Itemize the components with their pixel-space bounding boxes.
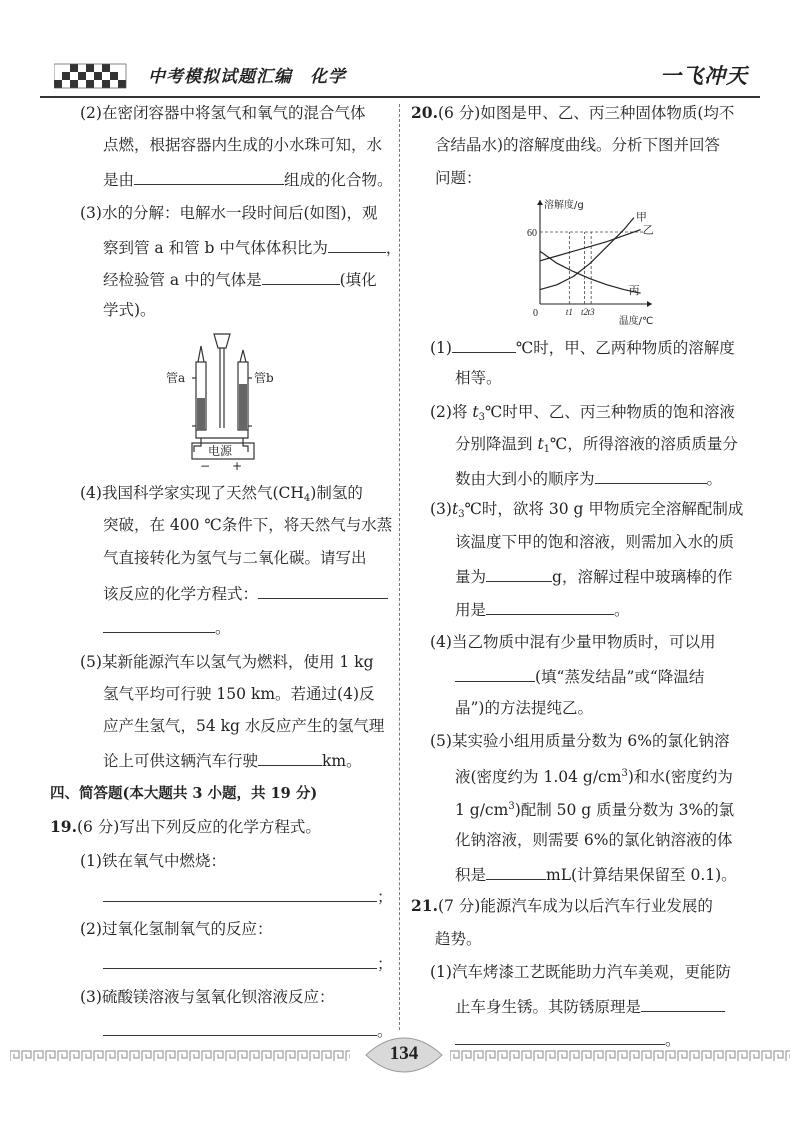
origin-label: 0 <box>533 308 538 319</box>
q20-1-line2: 相等。 <box>455 369 502 387</box>
q20-5-line2 <box>455 762 733 789</box>
subscript: 1 <box>543 444 551 455</box>
answer-blank[interactable] <box>328 234 386 253</box>
solubility-chart <box>516 196 656 326</box>
q21-line2: 趋势。 <box>435 930 482 948</box>
q20-3-line1 <box>430 497 743 527</box>
text: ； <box>377 888 393 906</box>
series-label: 乙 <box>642 223 654 237</box>
series-line-2 <box>540 230 641 261</box>
text: 论上可供这辆汽车行驶 <box>103 752 259 770</box>
text: 察到管 a 和管 b 中气体体积比为 <box>103 239 328 257</box>
q21-1-line1: (1)汽车烤漆工艺既能助力汽车美观，更能防 <box>430 963 731 981</box>
fret-border-right-icon <box>450 1049 790 1063</box>
section-heading: 四、简答题(本大题共 3 小题，共 19 分) <box>50 785 318 802</box>
series-line-1 <box>540 218 634 290</box>
x-tick-label: t3 <box>587 307 595 317</box>
q19-stem <box>50 815 321 839</box>
text: 。 <box>614 601 630 619</box>
q18-5-line1: (5)某新能源汽车以氢气为燃料，使用 1 kg <box>80 653 374 671</box>
q18-3-line2 <box>103 234 401 260</box>
q18-3-line3 <box>103 266 377 292</box>
subscript: 4 <box>303 493 311 504</box>
answer-blank[interactable] <box>103 950 377 969</box>
text: (7 分)能源汽车成为以后汽车行业发展的 <box>437 897 713 915</box>
text: 止车身生锈。其防锈原理是 <box>455 998 642 1016</box>
t-symbol: t <box>472 403 479 421</box>
q18-4-line3: 气直接转化为氢气与二氧化碳。请写出 <box>103 549 367 567</box>
text: )配制 50 g 质量分数为 3%的氯 <box>514 801 735 819</box>
answer-blank[interactable] <box>103 883 377 902</box>
t-symbol: t <box>537 435 544 453</box>
book-title: 中考模拟试题汇编 化学 <box>148 67 346 87</box>
superscript: 3 <box>621 768 628 779</box>
text: (1) <box>430 339 452 357</box>
answer-blank[interactable] <box>103 614 215 633</box>
x-axis-label: 温度/℃ <box>618 316 654 326</box>
series-label: 甲 <box>635 210 647 224</box>
answer-blank[interactable] <box>455 663 535 682</box>
answer-blank[interactable] <box>641 993 725 1012</box>
text: )和水(密度约为 <box>627 768 733 786</box>
q19-2-answer-line <box>103 950 393 976</box>
text: 液(密度约为 1.04 g/cm <box>455 768 622 786</box>
tube-b-label: 管b <box>254 371 274 385</box>
x-axis-arrow <box>647 301 652 307</box>
x-tick-label: t2 <box>580 307 588 317</box>
text: ℃，所得溶液的溶质质量分 <box>550 435 738 453</box>
q20-5-line3 <box>455 795 734 822</box>
text: (填“蒸发结晶”或“降温结 <box>535 668 705 686</box>
positive-terminal-label: + <box>232 459 243 473</box>
text: 积是 <box>455 866 487 884</box>
text: ； <box>377 955 393 973</box>
q18-4-line5 <box>103 614 231 640</box>
text: 数由大到小的顺序为 <box>455 470 595 488</box>
page-number: 134 <box>389 1043 419 1064</box>
series-label: 丙 <box>628 284 640 298</box>
q18-2-line1: (2)在密闭容器中将氢气和氧气的混合气体 <box>80 104 366 122</box>
q20-5-line5 <box>455 861 737 887</box>
header-rule <box>40 96 760 98</box>
text: (填化 <box>339 271 377 289</box>
text: (2)将 <box>430 403 473 421</box>
text: (3) <box>430 500 452 518</box>
answer-blank[interactable] <box>452 334 516 353</box>
question-number: 21. <box>411 896 438 915</box>
q18-4-line4 <box>103 580 388 606</box>
answer-blank[interactable] <box>258 580 388 599</box>
text: 。 <box>215 619 231 637</box>
text: 分别降温到 <box>455 435 538 453</box>
q18-5-line3: 应产生氢气，54 kg 水反应产生的氢气理 <box>103 717 385 735</box>
text: 。 <box>706 470 723 488</box>
y-tick-label: 60 <box>527 228 537 239</box>
text: 组成的化合物。 <box>284 171 393 189</box>
q18-4-line2: 突破，在 400 ℃条件下，将天然气与水蒸 <box>103 516 393 534</box>
q18-3-line4: 学式)。 <box>103 301 156 319</box>
q20-3-line4 <box>455 596 630 622</box>
text: mL(计算结果保留至 0.1)。 <box>546 866 737 884</box>
text: 是由 <box>103 171 135 189</box>
fret-border-left-icon <box>10 1049 350 1063</box>
answer-blank[interactable] <box>486 563 552 582</box>
text: 用是 <box>455 601 487 619</box>
answer-blank[interactable] <box>134 166 284 185</box>
q19-3-prompt: (3)硫酸镁溶液与氢氧化钡溶液反应： <box>80 988 335 1006</box>
q20-2-line2 <box>455 432 738 462</box>
text: (4)我国科学家实现了天然气(CH <box>80 484 304 502</box>
power-source-label: 电源 <box>208 444 233 458</box>
answer-blank[interactable] <box>595 465 707 484</box>
q19-2-prompt: (2)过氧化氢制氧气的反应： <box>80 920 273 938</box>
text: )制氢的 <box>310 484 363 502</box>
page-header <box>40 54 760 98</box>
checker-logo-icon <box>54 60 132 90</box>
q20-line1 <box>411 101 734 125</box>
subscript: 3 <box>458 509 465 520</box>
y-axis-arrow <box>537 200 543 205</box>
q20-2-line3 <box>455 465 722 491</box>
q20-3-line2: 该温度下甲的饱和溶液，则需加入水的质 <box>455 533 735 551</box>
negative-terminal-label: − <box>200 459 211 473</box>
t-symbol: t <box>451 500 459 518</box>
q20-4-line3: 晶”)的方法提纯乙。 <box>455 699 593 717</box>
answer-blank[interactable] <box>258 747 322 766</box>
subscript: 3 <box>478 412 485 423</box>
q20-3-line3 <box>455 563 732 589</box>
question-number: 20. <box>411 103 438 122</box>
q20-4-line2 <box>455 663 704 689</box>
brand-logo-text: 一飞冲天 <box>660 63 748 88</box>
superscript: 3 <box>508 801 515 812</box>
text: ℃时，欲将 30 g 甲物质完全溶解配制成 <box>464 500 744 518</box>
q19-1-prompt: (1)铁在氧气中燃烧： <box>80 852 226 870</box>
q18-5-line2: 氢气平均可行驶 150 km。若通过(4)反 <box>103 685 375 703</box>
text: ℃时，甲、乙两种物质的溶解度 <box>515 339 735 357</box>
q20-line3: 问题： <box>435 169 482 187</box>
q20-5-line4: 化钠溶液，则需要 6%的氯化钠溶液的体 <box>455 831 733 849</box>
page-number-badge <box>364 1036 444 1074</box>
q18-4-line1 <box>80 481 363 511</box>
q18-5-line4 <box>103 747 362 773</box>
text: (6 分)如图是甲、乙、丙三种固体物质(均不 <box>437 104 735 122</box>
q18-2-line2: 点燃，根据容器内生成的小水珠可知，水 <box>103 136 383 154</box>
tube-a-label: 管a <box>166 371 186 385</box>
text: 经检验管 a 中的气体是 <box>103 271 262 289</box>
answer-blank[interactable] <box>262 266 340 285</box>
text: (6 分)写出下列反应的化学方程式。 <box>76 818 321 836</box>
q20-5-line1: (5)某实验小组用质量分数为 6%的氯化钠溶 <box>430 732 730 750</box>
answer-blank[interactable] <box>486 861 546 880</box>
text: 量为 <box>455 568 487 586</box>
electrolysis-figure <box>160 328 280 473</box>
x-tick-label: t1 <box>565 307 573 317</box>
q18-3-line1: (3)水的分解：电解水一段时间后(如图)，观 <box>80 204 378 222</box>
series-line-3 <box>540 251 641 293</box>
text: 该反应的化学方程式： <box>103 585 259 603</box>
text: ℃时甲、乙、丙三种物质的饱和溶液 <box>485 403 735 421</box>
y-axis-label: 溶解度/g <box>544 200 584 211</box>
q19-1-answer-line <box>103 883 393 909</box>
q20-1-line1 <box>430 334 735 360</box>
text: 1 g/cm <box>455 801 509 819</box>
text: 。 <box>377 1022 393 1040</box>
q20-4-line1: (4)当乙物质中混有少量甲物质时，可以用 <box>430 633 716 651</box>
q21-line1 <box>411 894 713 918</box>
text: km。 <box>322 752 362 770</box>
q21-1-line2 <box>455 993 725 1019</box>
text: ， <box>385 239 402 257</box>
question-number: 19. <box>50 817 77 836</box>
q18-2-line3 <box>103 166 393 192</box>
text: g，溶解过程中玻璃棒的作 <box>552 568 733 586</box>
text: 。 <box>665 1031 681 1049</box>
page-footer <box>10 1034 790 1074</box>
q20-2-line1 <box>430 400 735 430</box>
q20-line2: 含结晶水)的溶解度曲线。分析下图并回答 <box>435 136 721 154</box>
answer-blank[interactable] <box>486 596 614 615</box>
